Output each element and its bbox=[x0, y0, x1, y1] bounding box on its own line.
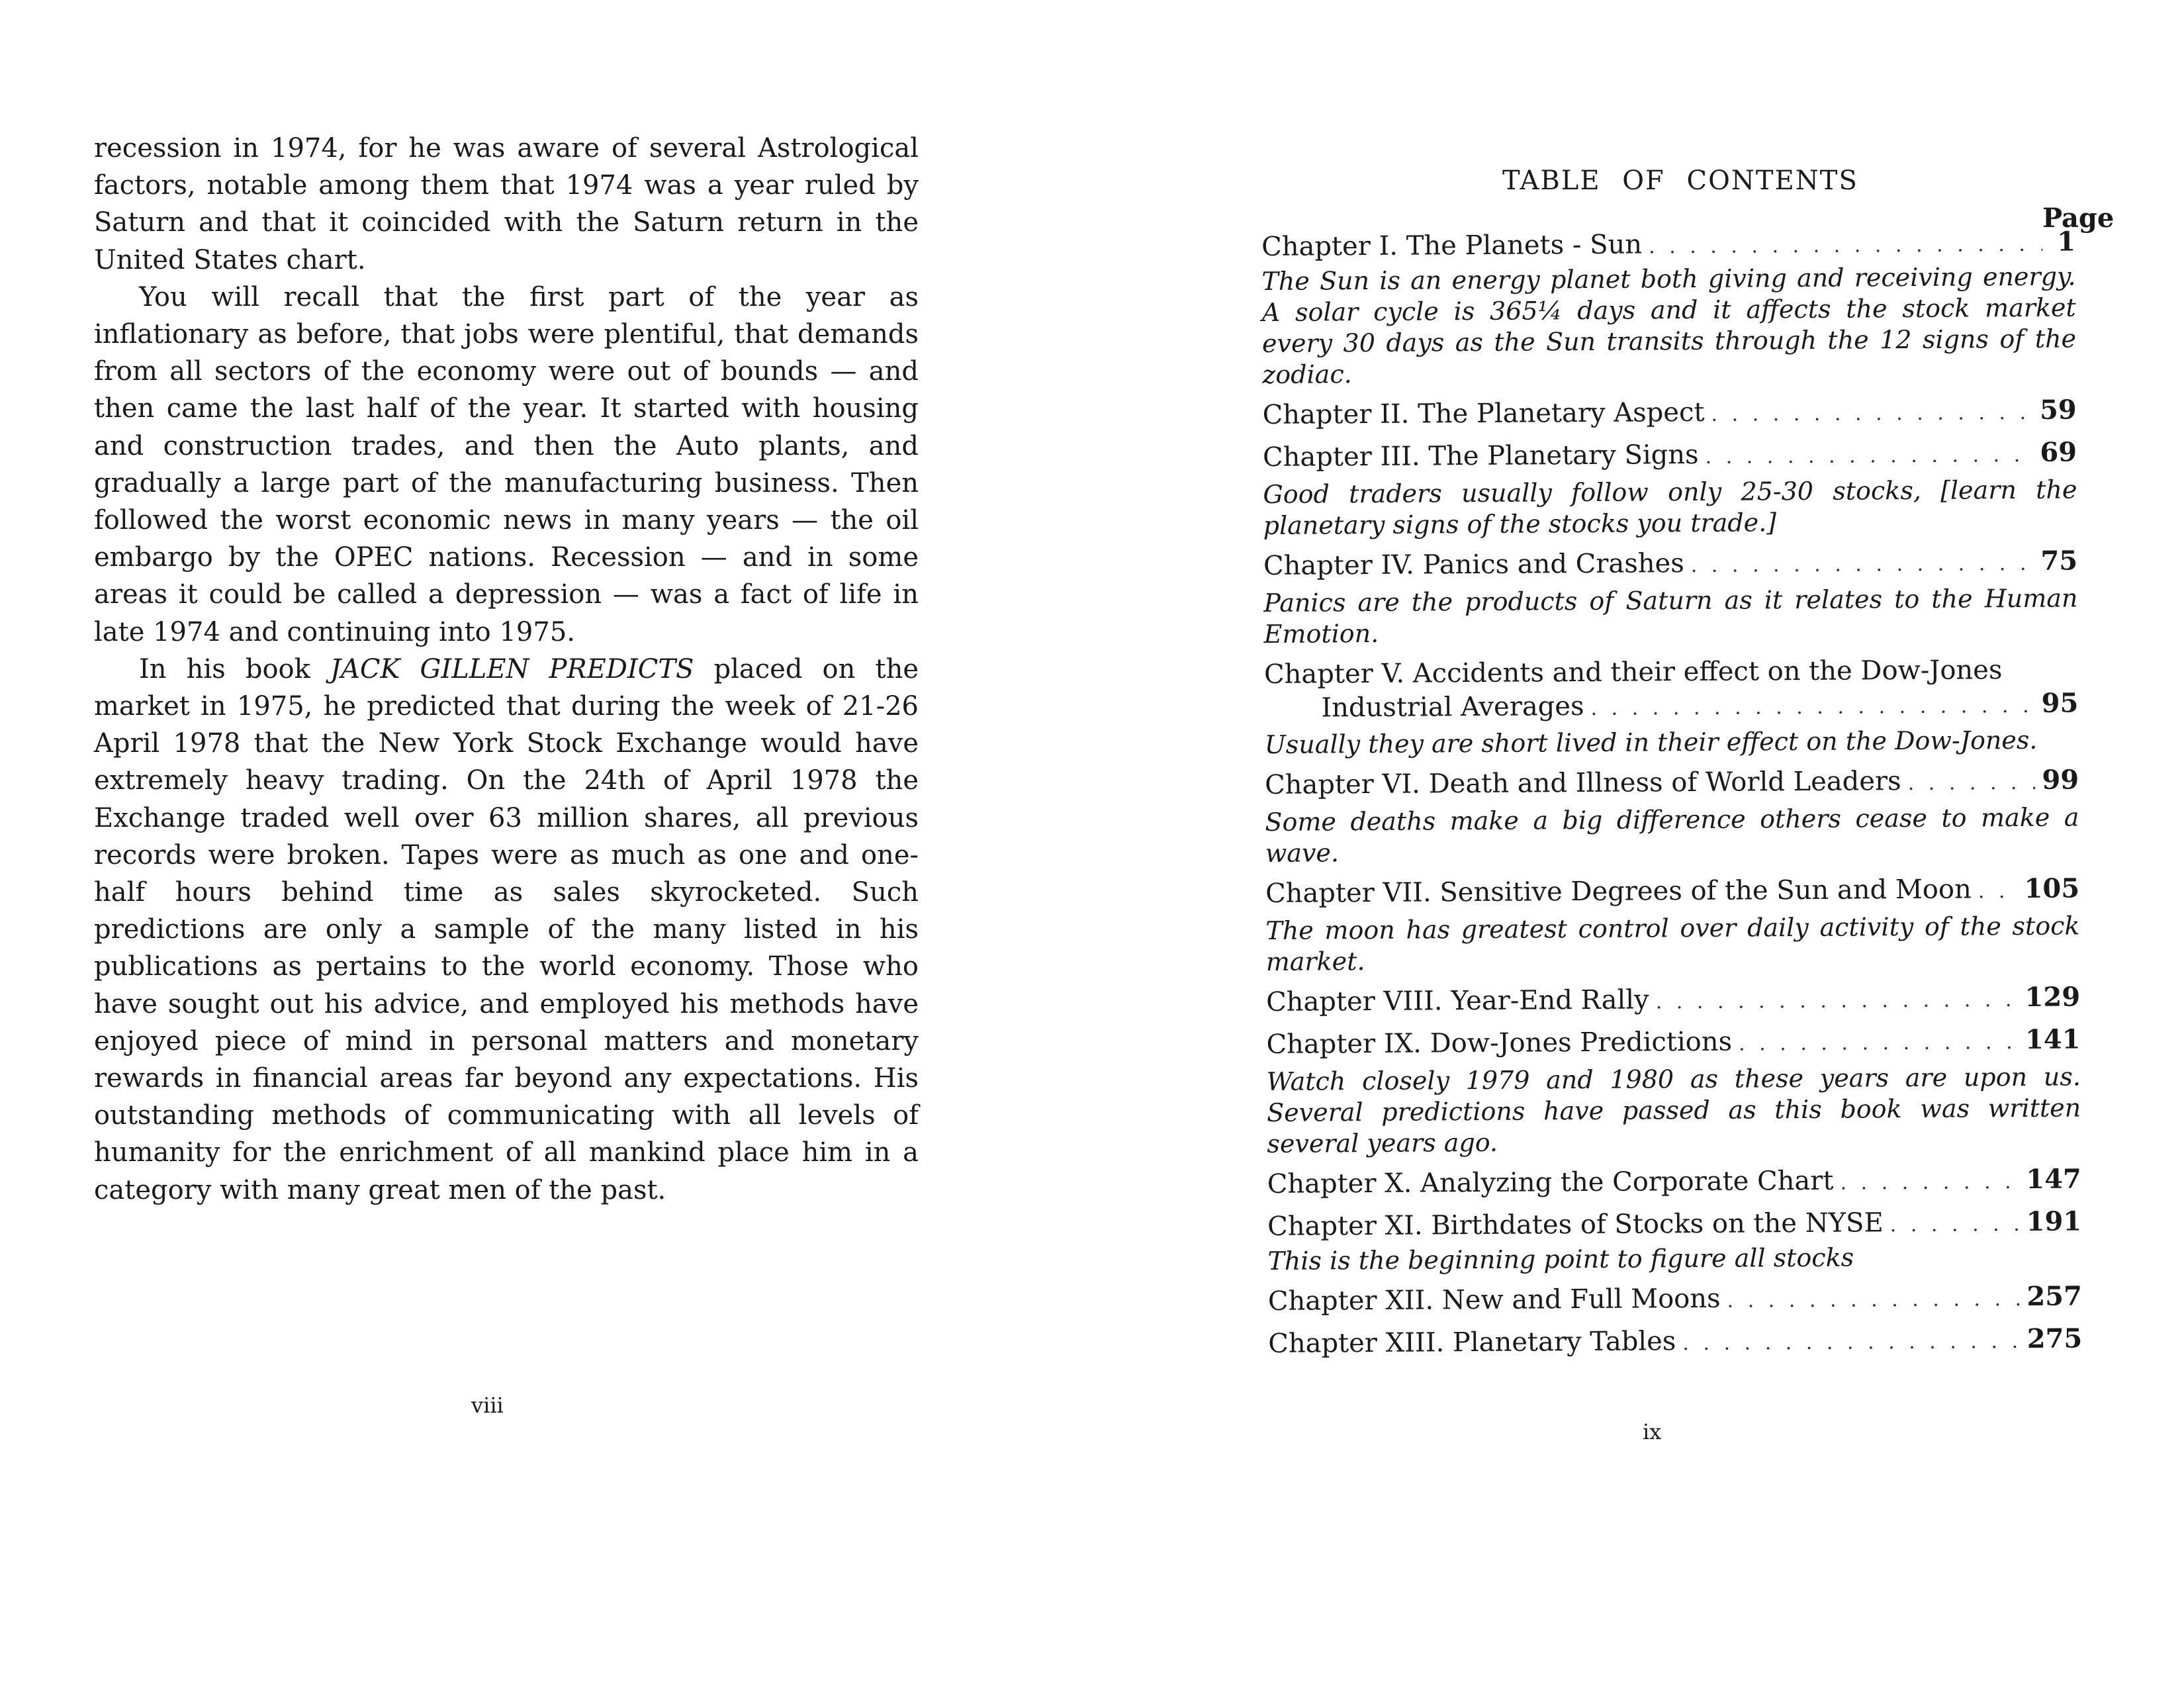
toc-entry-title: Chapter XII. New and Full Moons bbox=[1267, 1283, 1721, 1317]
toc-entry-page: 69 bbox=[2040, 436, 2077, 468]
toc-entry-page: 105 bbox=[2024, 872, 2080, 904]
toc-entry-chapter-8 bbox=[1266, 980, 2080, 1021]
toc-entry-line bbox=[1268, 1322, 2082, 1363]
toc-entry-title: Chapter IX. Dow-Jones Predictions bbox=[1266, 1026, 1733, 1060]
toc-entry-description: Good traders usually follow only 25-30 stocks, [learn the planetary signs of the stocks you trade.] bbox=[1263, 475, 2077, 540]
paragraph-text: placed on the market in 1975, he predicted that during the week of 21-26 April 1978 that the New York Stock Exchange would have extremely heavy trading. On the 24th of April 1978 the Exchange traded well over 63 million shares, all previous records were broken. Tapes were as much as one and one-half hours behind time as sales skyrocketed. Such predictions are only a sample of the many listed in his publications as pertains to the world economy. Those who have sought out his advice, and employed his methods have enjoyed piece of mind in personal matters and monetary rewards in financial areas far beyond any expectations. His outstanding methods of communicating with all levels of humanity for the enrichment of all mankind place him in a category with many great men of the past. bbox=[94, 653, 919, 1205]
paragraph-text: recession in 1974, for he was aware of several Astrological factors, notable among them that 1974 was a year ruled by Saturn and that it coincided with the Saturn return in the United States chart. bbox=[94, 133, 919, 275]
body-text bbox=[94, 130, 919, 1209]
toc-entry-page: 95 bbox=[2041, 687, 2079, 719]
toc-entry-page: 1 bbox=[2057, 226, 2076, 258]
toc-entry-title: Chapter I. The Planets - Sun bbox=[1261, 229, 1643, 262]
toc-entry-page: 75 bbox=[2040, 545, 2078, 577]
toc-leader-dots bbox=[1711, 397, 2033, 432]
toc-entry-title-continued: Industrial Averages bbox=[1321, 691, 1584, 724]
toc-entry-page: 141 bbox=[2025, 1023, 2081, 1055]
toc-entry-page: 257 bbox=[2026, 1280, 2083, 1312]
toc-entry-chapter-6 bbox=[1265, 763, 2079, 869]
toc-page-column-label: Page bbox=[2042, 203, 2115, 234]
toc-entry-line bbox=[1263, 393, 2077, 434]
toc-entry-chapter-4 bbox=[1263, 544, 2078, 650]
toc-entry-title: Chapter XI. Birthdates of Stocks on the NYSE bbox=[1267, 1207, 1884, 1242]
toc-entry-chapter-5 bbox=[1264, 653, 2079, 761]
page-number-right: ix bbox=[1643, 1419, 1662, 1444]
toc-entry-chapter-11 bbox=[1267, 1205, 2082, 1277]
toc-leader-dots bbox=[1840, 1166, 2019, 1200]
toc-entry-title: Chapter VII. Sensitive Degrees of the Sun and Moon bbox=[1265, 874, 1972, 909]
toc-entry-line bbox=[1263, 436, 2077, 477]
toc-entry-line bbox=[1267, 1162, 2081, 1203]
toc-entry-title: Chapter III. The Planetary Signs bbox=[1262, 439, 1699, 473]
toc-entry-page: 99 bbox=[2042, 764, 2079, 796]
toc-entry-chapter-13 bbox=[1268, 1322, 2082, 1363]
toc-leader-dots bbox=[1907, 767, 2035, 800]
toc-entry-line bbox=[1266, 1023, 2080, 1064]
toc-entry-line-continued bbox=[1264, 687, 2078, 727]
paragraph-1 bbox=[94, 130, 919, 279]
toc-entry-line bbox=[1267, 1205, 2081, 1246]
toc-entry-description: The moon has greatest control over daily activity of the stock market. bbox=[1265, 911, 2080, 976]
toc-entry-chapter-1 bbox=[1261, 225, 2076, 391]
toc-leader-dots bbox=[1691, 547, 2034, 583]
toc-title: TABLE OF CONTENTS bbox=[1502, 165, 1858, 196]
toc-entry-page: 147 bbox=[2026, 1163, 2081, 1195]
toc-leader-dots bbox=[1739, 1026, 2019, 1061]
toc-entry-description: Usually they are short lived in their effect on the Dow-Jones. bbox=[1264, 725, 2038, 759]
toc-entry-page: 275 bbox=[2026, 1323, 2083, 1354]
toc-leader-dots bbox=[1727, 1283, 2020, 1318]
toc-leader-dots bbox=[1890, 1208, 2020, 1242]
toc-entry-description: Panics are the products of Saturn as it relates to the Human Emotion. bbox=[1263, 583, 2078, 649]
paragraph-3 bbox=[94, 651, 919, 1209]
toc-entry-title: Chapter XIII. Planetary Tables bbox=[1268, 1326, 1676, 1359]
toc-entry-title: Chapter II. The Planetary Aspect bbox=[1262, 397, 1705, 430]
toc-entry-title: Chapter VIII. Year-End Rally bbox=[1265, 984, 1649, 1017]
toc-leader-dots bbox=[1682, 1325, 2021, 1360]
toc-leader-dots bbox=[1978, 875, 2018, 908]
toc-entry-line bbox=[1263, 544, 2077, 585]
toc-entry-description: Watch closely 1979 and 1980 as these years are upon us. Several predictions have passed as this book was written several years ago. bbox=[1266, 1062, 2081, 1158]
toc-entry-chapter-2 bbox=[1263, 393, 2077, 434]
paragraph-text: In his book bbox=[139, 653, 330, 684]
toc-leader-dots bbox=[1649, 228, 2042, 264]
toc-entry-line bbox=[1266, 980, 2080, 1021]
toc-entry-line bbox=[1268, 1280, 2082, 1321]
toc-entry-page: 129 bbox=[2025, 981, 2081, 1013]
toc-leader-dots bbox=[1656, 984, 2019, 1019]
toc-entry-description: This is the beginning point to figure all stocks bbox=[1267, 1243, 1854, 1276]
toc-entry-chapter-7 bbox=[1265, 872, 2080, 978]
page-number-left: viii bbox=[471, 1393, 504, 1418]
toc-entry-line bbox=[1265, 872, 2079, 913]
toc-entry-chapter-3 bbox=[1263, 436, 2077, 541]
paragraph-2 bbox=[94, 279, 919, 651]
toc-leader-dots bbox=[1705, 439, 2033, 474]
toc-entry-page: 59 bbox=[2039, 394, 2077, 426]
toc-entry-line bbox=[1261, 225, 2075, 266]
toc-entry-description: Some deaths make a big difference others cease to make a wave. bbox=[1265, 802, 2079, 868]
table-of-contents bbox=[1261, 225, 2082, 1369]
toc-entry-chapter-10 bbox=[1267, 1162, 2081, 1203]
toc-entry-line bbox=[1265, 763, 2079, 804]
toc-entry-title: Chapter VI. Death and Illness of World Leaders bbox=[1264, 766, 1901, 800]
toc-entry-title: Chapter V. Accidents and their effect on the Dow-Jones bbox=[1263, 655, 2003, 690]
toc-entry-chapter-9 bbox=[1266, 1023, 2081, 1160]
right-page bbox=[1092, 0, 2184, 1688]
toc-entry-description: The Sun is an energy planet both giving and receiving energy. A solar cycle is 365¼ days and it affects the stock market every 30 days as the Sun transits through the 12 signs of the zodiac. bbox=[1261, 261, 2077, 389]
toc-entry-line bbox=[1264, 653, 2078, 691]
toc-leader-dots bbox=[1590, 690, 2034, 725]
book-title: JACK GILLEN PREDICTS bbox=[330, 653, 694, 684]
toc-entry-chapter-12 bbox=[1268, 1280, 2082, 1321]
toc-entry-title: Chapter X. Analyzing the Corporate Chart bbox=[1267, 1165, 1834, 1199]
toc-entry-page: 191 bbox=[2026, 1205, 2082, 1237]
paragraph-text: You will recall that the first part of the year as inflationary as before, that jobs were plentiful, that demands from all sectors of the economy were out of bounds — and then came the last half of the year. It started with housing and construction trades, and then the Auto plants, and gradually a large part of the manufacturing business. Then followed the worst economic news in many years — the oil embargo by the OPEC nations. Recession — and in some areas it could be called a depression — was a fact of life in late 1974 and continuing into 1975. bbox=[94, 281, 919, 647]
toc-entry-title: Chapter IV. Panics and Crashes bbox=[1263, 548, 1684, 581]
